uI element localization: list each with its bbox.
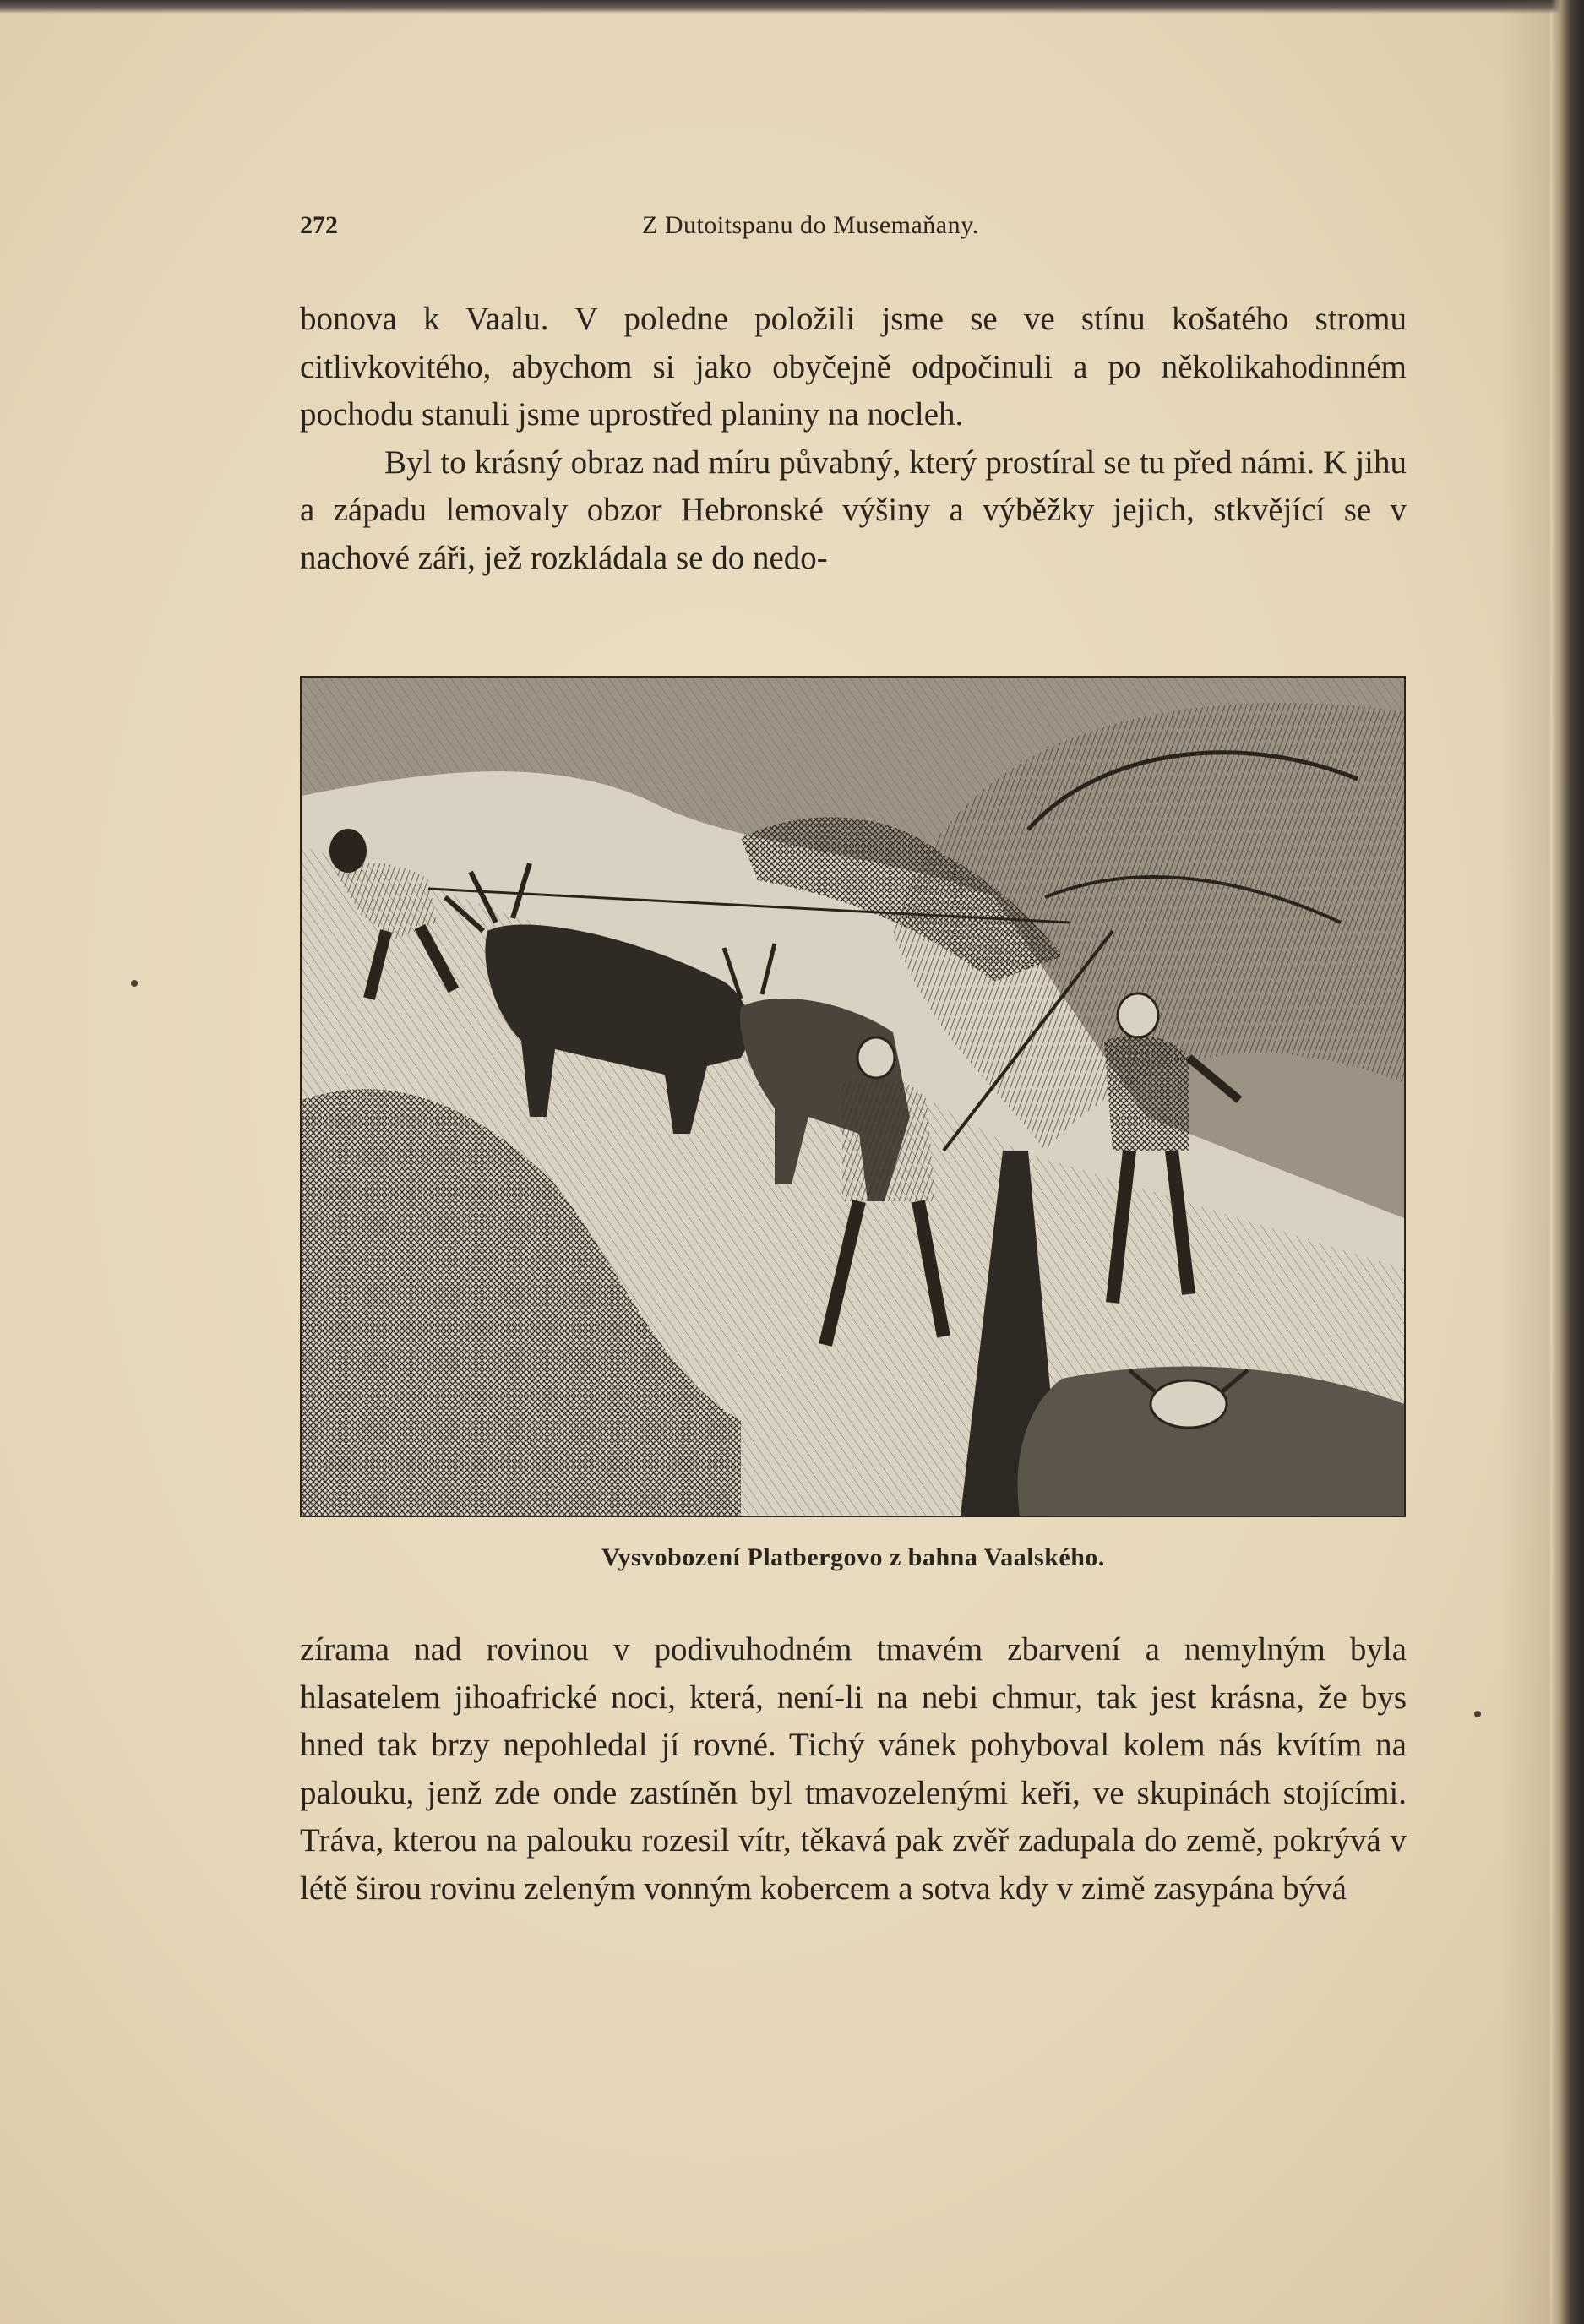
body-text-top [300,296,1407,582]
page-speck [1474,1711,1481,1717]
page-speck [131,980,138,987]
book-spine-edge [1550,0,1584,2324]
paragraph: Byl to krásný obraz nad míru půvabný, který prostíral se tu před námi. K jihu a západu lemovaly obzor Hebronské výšiny a výběžky jejich, stkvějící se v nachové záři, jež rozkládala se do nedo- [300,444,1407,576]
paragraph: bonova k Vaalu. V poledne položili jsme se ve stínu košatého stromu citlivkovitého, abychom si jako obyčejně odpočinuli a po několikahodinném pochodu stanuli jsme uprostřed planiny na nocleh. [300,301,1407,433]
engraving-illustration [300,676,1406,1517]
page-top-edge [0,0,1584,14]
figure-caption: Vysvobození Platbergovo z bahna Vaalského. [601,1543,1105,1571]
paragraph: zírama nad rovinou v podivuhodném tmavém zbarvení a nemylným byla hlasatelem jihoafrické noci, která, není-li na nebi chmur, tak jest krásna, že bys hned tak brzy nepohledal jí rovné. Tichý vánek pohyboval kolem nás kvítím na palouku, jenž zde onde zastíněn byl tmavozelenými keři, ve skupinách stojícími. Tráva, kterou na palouku rozesil vítr, těkavá pak zvěř zadupala do země, pokrývá v létě širou rovinu zeleným vonným kobercem a sotva kdy v zimě zasypána bývá [300,1631,1407,1907]
body-text-bottom [300,1626,1407,1913]
page-number: 272 [300,211,338,239]
running-header [300,211,1407,245]
running-title: Z Dutoitspanu do Musemaňany. [642,211,979,239]
page-gutter-shadow [1500,0,1550,2324]
